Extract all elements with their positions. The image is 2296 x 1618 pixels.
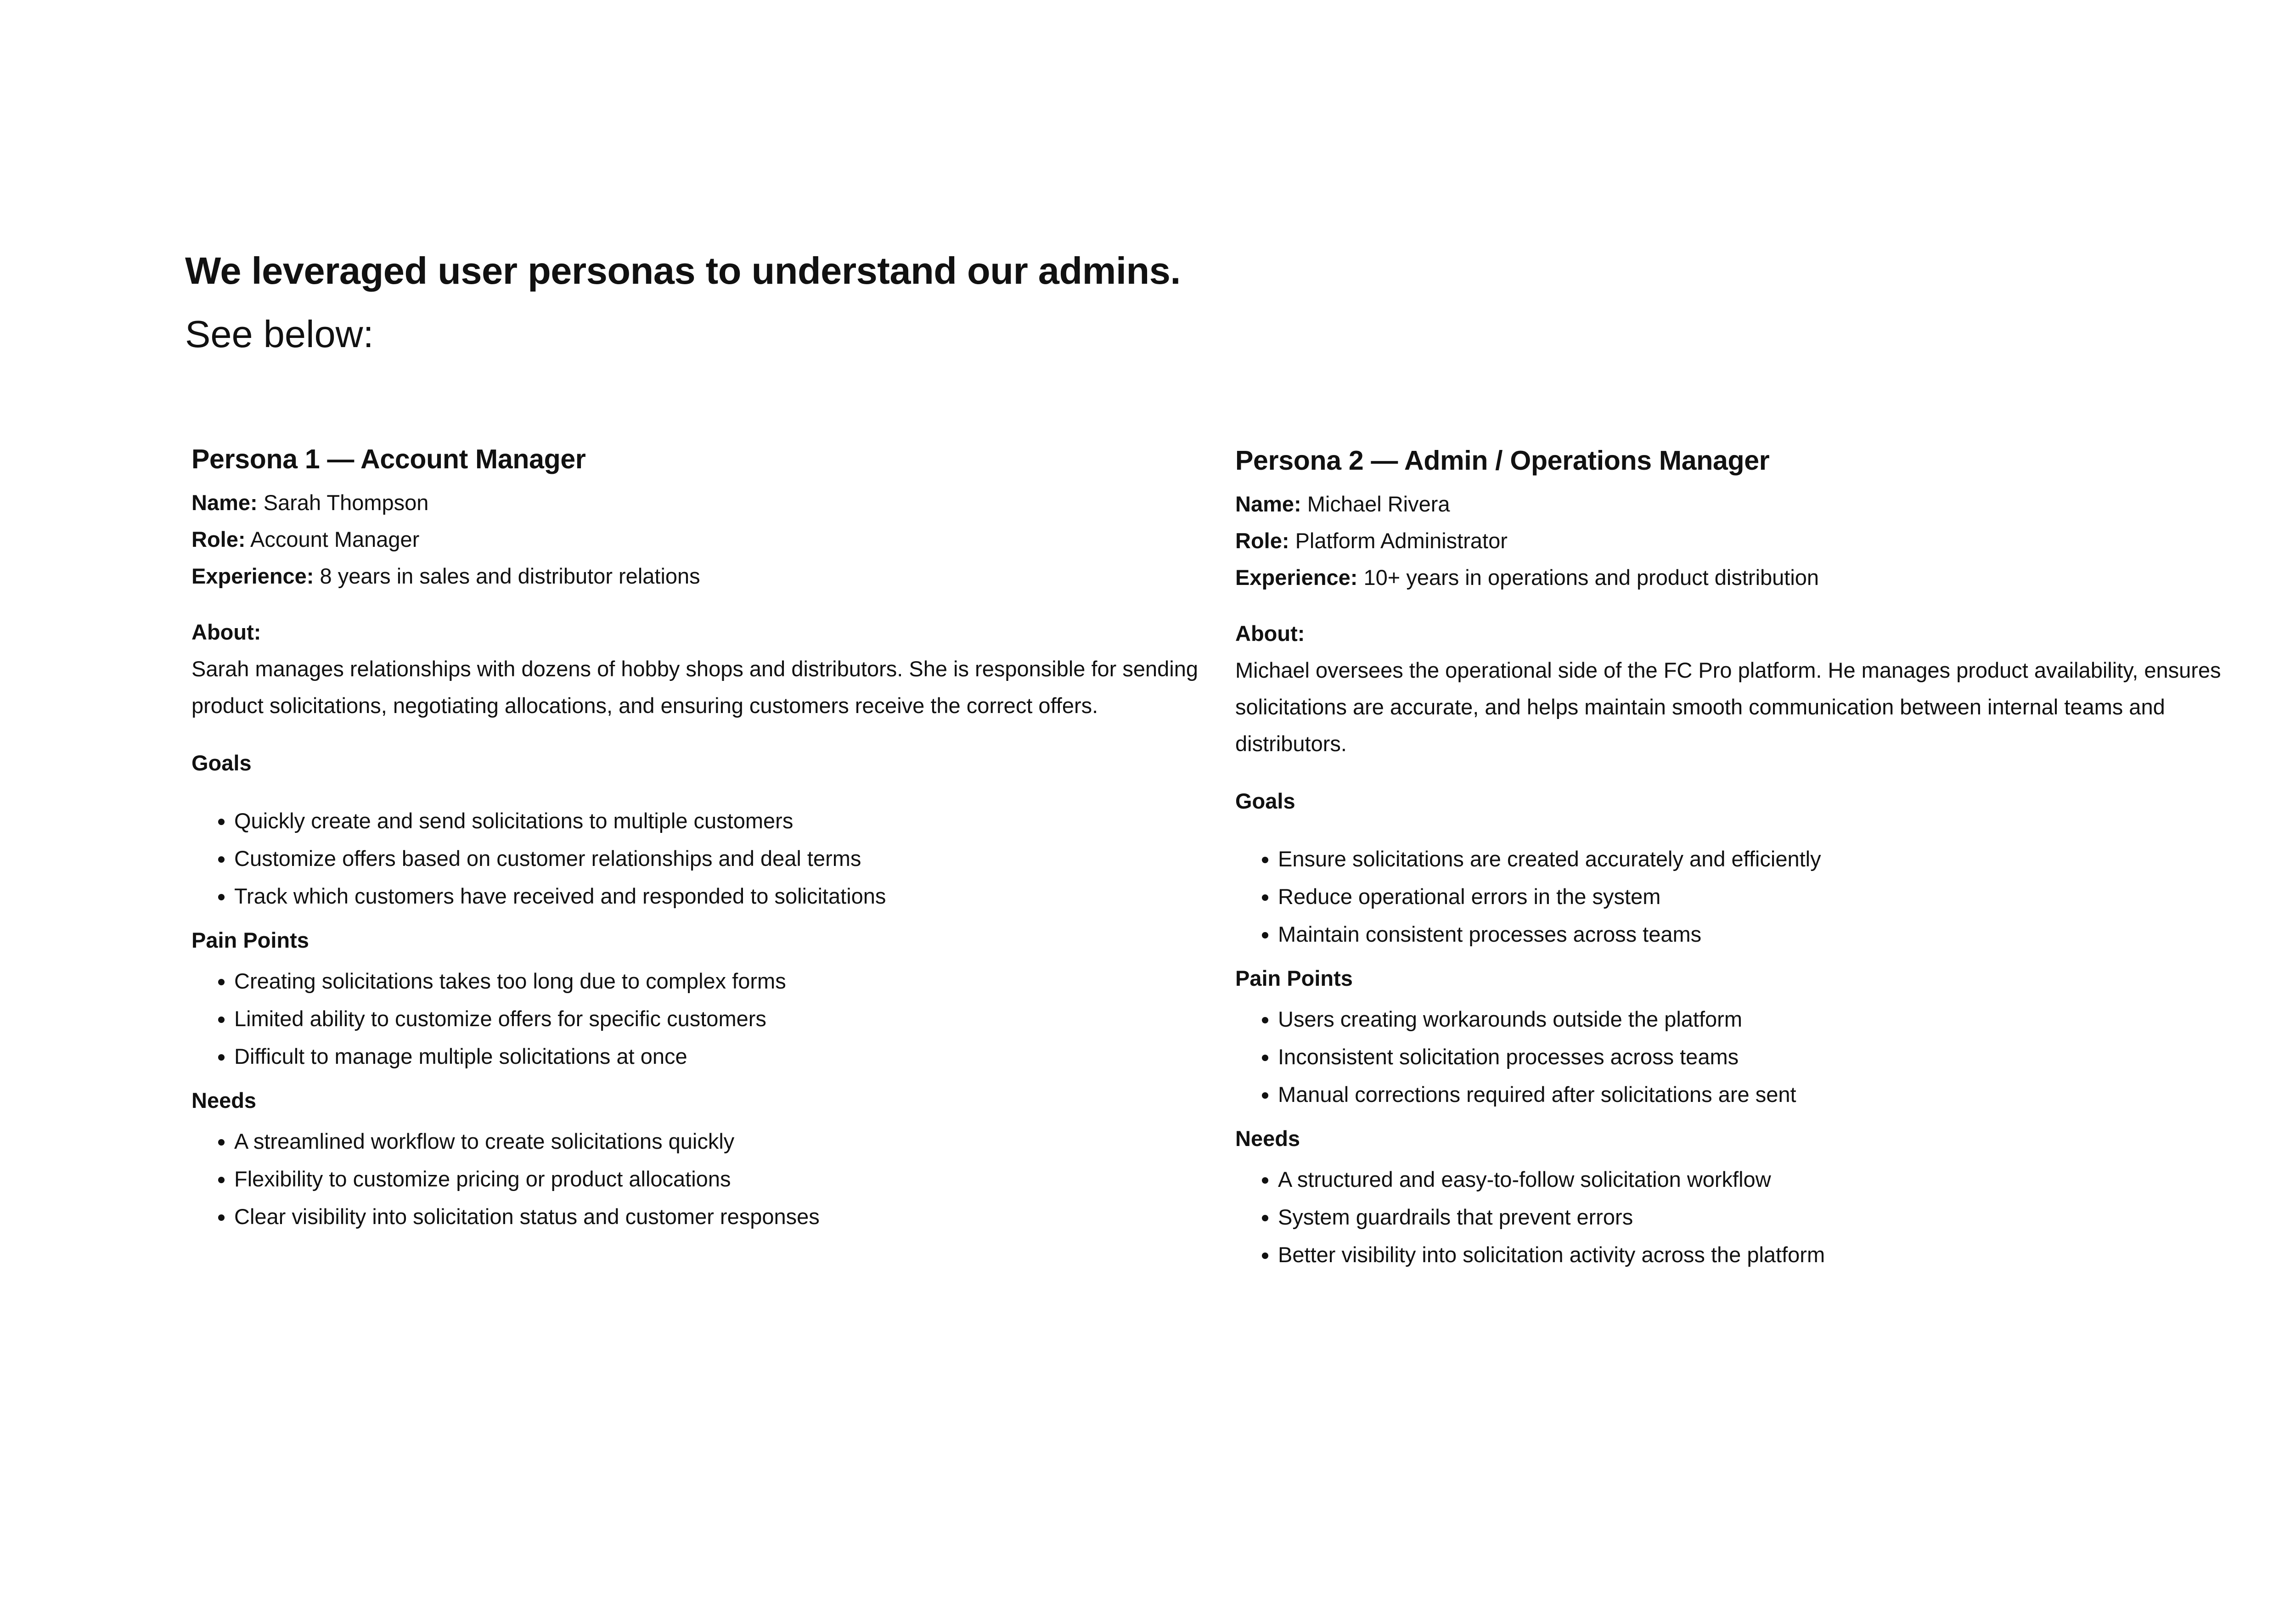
list-item: • Creating solicitations takes too long due to complex forms <box>234 962 1257 1000</box>
persona-title: Persona 2 — Admin / Operations Manager <box>1235 445 1770 476</box>
goals-title: Goals <box>191 751 252 775</box>
list-item: • Inconsistent solicitation processes across teams <box>1278 1038 2296 1076</box>
about-title: About: <box>191 620 261 644</box>
list-item: • Better visibility into solicitation activity across the platform <box>1278 1236 2296 1274</box>
persona-name-line <box>191 484 1257 521</box>
list-item: • Customize offers based on customer relationships and deal terms <box>234 840 1257 877</box>
list-item: • System guardrails that prevent errors <box>1278 1198 2296 1236</box>
list-item: • A structured and easy-to-follow solicitation workflow <box>1278 1161 2296 1198</box>
experience-value: 8 years in sales and distributor relations <box>320 564 700 588</box>
needs-list <box>191 1123 1257 1236</box>
list-item: • Maintain consistent processes across teams <box>1278 916 2296 953</box>
experience-key: Experience: <box>1235 565 1358 590</box>
list-item: • Track which customers have received and responded to solicitations <box>234 877 1257 915</box>
list-item: • Manual corrections required after solicitations are sent <box>1278 1076 2296 1113</box>
persona-experience-line <box>191 558 1257 595</box>
persona-meta <box>191 484 1257 595</box>
needs-list <box>1235 1161 2296 1274</box>
role-value: Platform Administrator <box>1295 528 1508 553</box>
name-key: Name: <box>1235 492 1301 516</box>
role-key: Role: <box>191 527 246 551</box>
role-value: Account Manager <box>250 527 420 551</box>
list-item: • Clear visibility into solicitation status and customer responses <box>234 1198 1257 1236</box>
about-text: Sarah manages relationships with dozens of hobby shops and distributors. She is responsible for sending product solicitations, negotiating allocations, and ensuring customers receive the correct offers. <box>191 657 1199 718</box>
pain-points-title: Pain Points <box>1235 966 1353 990</box>
goals-list <box>1235 840 2296 953</box>
persona-title: Persona 1 — Account Manager <box>191 444 586 474</box>
persona-experience-line <box>1235 559 2296 596</box>
pain-points-list <box>1235 1000 2296 1113</box>
list-item: • Quickly create and send solicitations to multiple customers <box>234 802 1257 840</box>
list-item: • Flexibility to customize pricing or product allocations <box>234 1160 1257 1198</box>
pain-points-title: Pain Points <box>191 928 309 952</box>
persona-role-line <box>1235 522 2296 559</box>
list-item: • A streamlined workflow to create solicitations quickly <box>234 1123 1257 1160</box>
page-headline: We leveraged user personas to understand our admins. <box>185 249 1181 292</box>
list-item: • Ensure solicitations are created accurately and efficiently <box>1278 840 2296 878</box>
list-item: • Limited ability to customize offers for specific customers <box>234 1000 1257 1038</box>
experience-key: Experience: <box>191 564 314 588</box>
experience-value: 10+ years in operations and product distribution <box>1363 565 1819 590</box>
name-value: Michael Rivera <box>1307 492 1450 516</box>
persona-card-account-manager <box>191 438 1257 1236</box>
goals-list <box>191 802 1257 915</box>
list-item: • Difficult to manage multiple solicitations at once <box>234 1038 1257 1075</box>
needs-title: Needs <box>1235 1126 1300 1151</box>
about-title: About: <box>1235 621 1305 646</box>
page-subline: See below: <box>185 313 374 355</box>
persona-meta <box>1235 486 2296 596</box>
persona-role-line <box>191 521 1257 558</box>
needs-title: Needs <box>191 1088 257 1112</box>
list-item: • Users creating workarounds outside the platform <box>1278 1000 2296 1038</box>
name-key: Name: <box>191 490 258 515</box>
persona-card-operations-manager <box>1235 440 2296 1274</box>
name-value: Sarah Thompson <box>263 490 429 515</box>
about-text: Michael oversees the operational side of the FC Pro platform. He manages product availability, ensures solicitations are accurate, and helps maintain smooth communication between internal teams and distributors. <box>1235 658 2221 756</box>
pain-points-list <box>191 962 1257 1075</box>
persona-name-line <box>1235 486 2296 522</box>
list-item: • Reduce operational errors in the system <box>1278 878 2296 916</box>
goals-title: Goals <box>1235 789 1295 813</box>
role-key: Role: <box>1235 528 1289 553</box>
